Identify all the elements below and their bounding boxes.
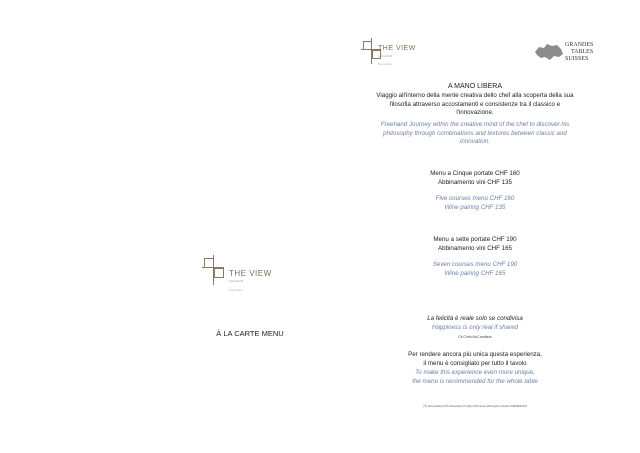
left-logo-tag: Fine Cuisine [229,289,243,292]
menu-five-courses-it [355,170,595,187]
menu7-wine-en: Wine pairing CHF 165 [444,269,506,277]
menu-heading: A MANO LIBERA [447,83,503,90]
menu7-wine: Abbinamento vini CHF 165 [438,244,512,252]
right-logo-tag: Fine Cuisine [378,63,392,66]
menu5-wine-en: Wine pairing CHF 135 [444,203,506,211]
menu5-price: Menu a Cinque portate CHF 160 [430,170,520,177]
intro-en-line: philosophy through combinations and textures between classic and [383,129,567,137]
intro-english [335,121,615,147]
award-line2: TABLES [571,49,594,55]
menu-seven-courses-en [355,261,595,278]
intro-en-line: innovation. [460,138,490,146]
menu-seven-courses-it [355,236,595,253]
menu-five-courses-en [355,195,595,212]
award-line3: SUISSES [565,56,589,62]
right-logo-sub: LUGANO [378,54,393,58]
intro-it-line: Viaggio all'interno della mente creativa dello chef alla scoperta della sua [376,92,574,99]
intro-it-line: filosofia attraverso accostamenti e consistenze tra il classico e [389,100,561,108]
menu7-price: Menu a sette portate CHF 190 [433,236,517,243]
quote-en: Happiness is only real if shared [432,324,518,331]
intro-italian [335,92,615,118]
left-logo-name: THE VIEW [229,269,272,278]
menu5-wine: Abbinamento vini CHF 135 [438,178,512,186]
note-it-line: Per rendere ancora più unica questa esperienza, [408,351,542,358]
note-italian [355,351,595,368]
the-view-logo-icon [202,255,228,285]
note-english [355,369,595,386]
swiss-map-icon [533,42,565,62]
award-line1: GRANDES [565,42,594,48]
menu5-price-en: Five courses menu CHF 160 [435,195,515,202]
footer-note: (*1) New Zealand (CH) Switzerland (IT) Italy (FR) France (ES) Spain Included VARIABLE/VAT [423,405,527,408]
note-en-line: the menu is recommended for the whole table [412,377,538,385]
quote-it: La felicità è reale solo se condivisa [427,315,523,322]
left-logo-sub: LUGANO [229,279,244,283]
left-title: À LA CARTE MENU [216,329,284,338]
menu7-price-en: Seven courses menu CHF 190 [432,261,518,268]
note-en-line: To make this experience even more unique, [415,369,535,376]
quote-author: Cit Chris McCandless [458,335,492,339]
note-it-line: il menu è consigliato per tutto il tavolo [423,359,527,367]
intro-en-line: Freehand Journey within the creative mind of the chef to discover his [380,121,570,128]
intro-it-line: l'innovazione. [456,109,494,117]
right-logo-name: THE VIEW [378,45,416,52]
